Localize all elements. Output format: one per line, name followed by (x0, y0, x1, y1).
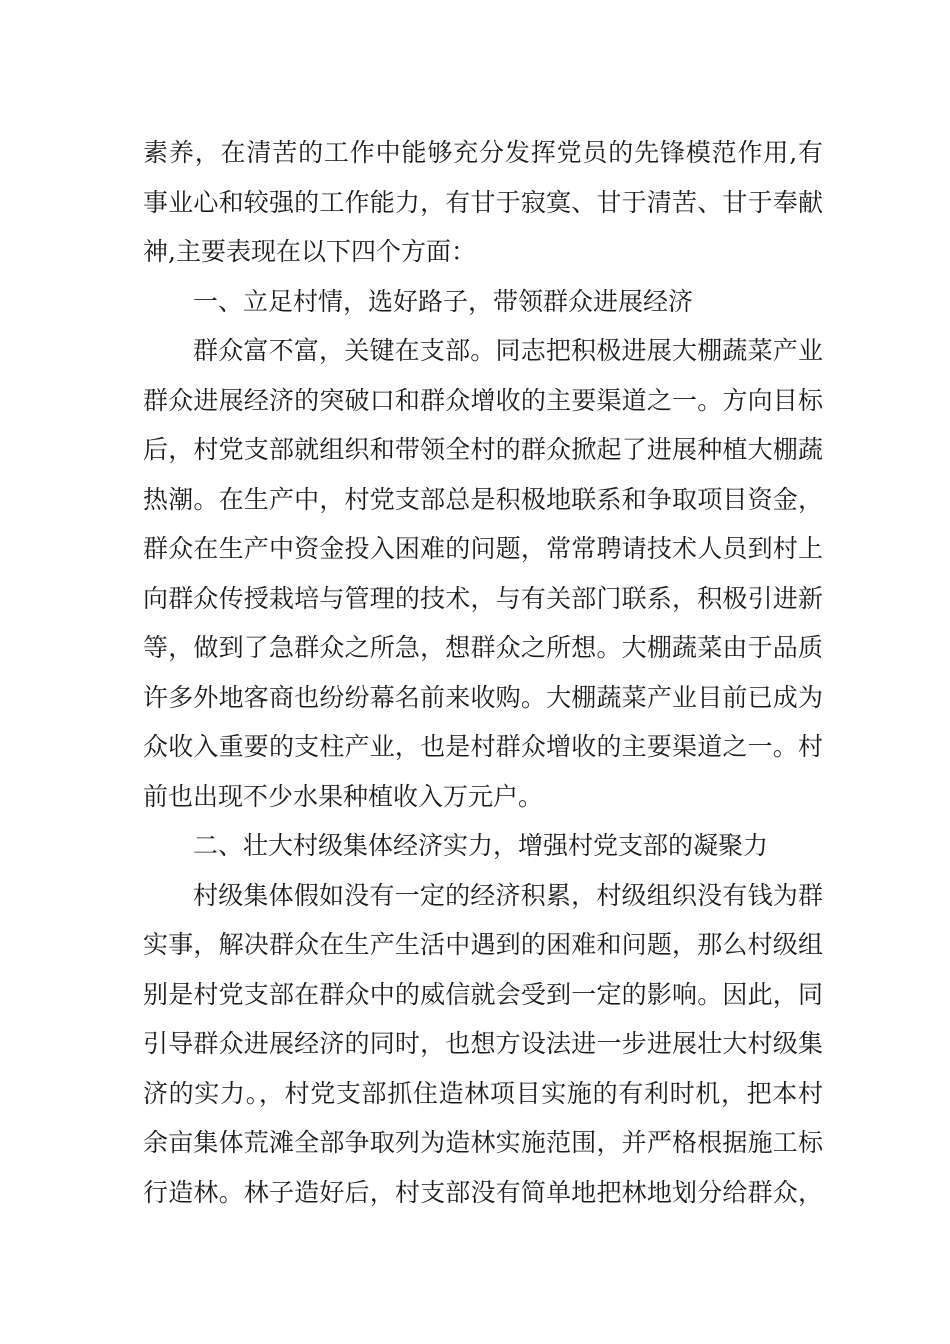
text-line: 群众在生产中资金投入困难的问题，常常聘请技术人员到村上 (143, 534, 823, 563)
paragraph-first-line: 村级集体假如没有一定的经济积累，村级组织没有钱为群 (193, 880, 823, 910)
text-line: 热潮。在生产中，村党支部总是积极地联系和争取项目资金， (143, 484, 823, 514)
paragraph-first-line: 群众富不富，关键在支部。同志把积极进展大棚蔬菜产业 (193, 336, 823, 365)
text-line: 许多外地客商也纷纷幕名前来收购。大棚蔬菜产业目前已成为 (143, 682, 823, 712)
document-body (143, 128, 823, 1217)
text-line: 后，村党支部就组织和带领全村的群众掀起了进展种植大棚蔬 (143, 435, 823, 464)
text-line: 素养，在清苦的工作中能够充分发挥党员的先锋模范作用,有 (143, 138, 823, 167)
text-line: 神,主要表现在以下四个方面： (143, 237, 476, 266)
text-line: 群众进展经济的突破口和群众增收的主要渠道之一。方向目标 (143, 385, 823, 415)
text-line: 引导群众进展经济的同时，也想方设法进一步进展壮大村级集 (143, 1029, 823, 1058)
text-line: 众收入重要的支柱产业，也是村群众增收的主要渠道之一。村 (143, 732, 823, 761)
text-line: 向群众传授栽培与管理的技术，与有关部门联系，积极引进新 (143, 583, 823, 613)
text-line: 别是村党支部在群众中的威信就会受到一定的影响。因此，同 (143, 979, 823, 1009)
text-line: 实事，解决群众在生产生活中遇到的困难和问题，那么村级组 (143, 930, 823, 959)
text-line: 前也出现不少水果种植收入万元户。 (143, 781, 544, 811)
paragraph-first-line: 一、立足村情，选好路子，带领群众进展经济 (193, 286, 694, 316)
text-line: 余亩集体荒滩全部争取列为造林实施范围，并严格根据施工标 (143, 1128, 823, 1157)
text-line: 济的实力。，村党支部抓住造林项目实施的有利时机，把本村 (143, 1078, 823, 1108)
text-line: 等，做到了急群众之所急，想群众之所想。大棚蔬菜由于品质 (143, 633, 823, 662)
text-line: 行造林。林子造好后，村支部没有简单地把林地划分给群众， (143, 1177, 823, 1207)
text-line: 事业心和较强的工作能力，有甘于寂寞、甘于清苦、甘于奉献 (143, 187, 823, 217)
paragraph-first-line: 二、壮大村级集体经济实力，增强村党支部的凝聚力 (193, 831, 769, 860)
